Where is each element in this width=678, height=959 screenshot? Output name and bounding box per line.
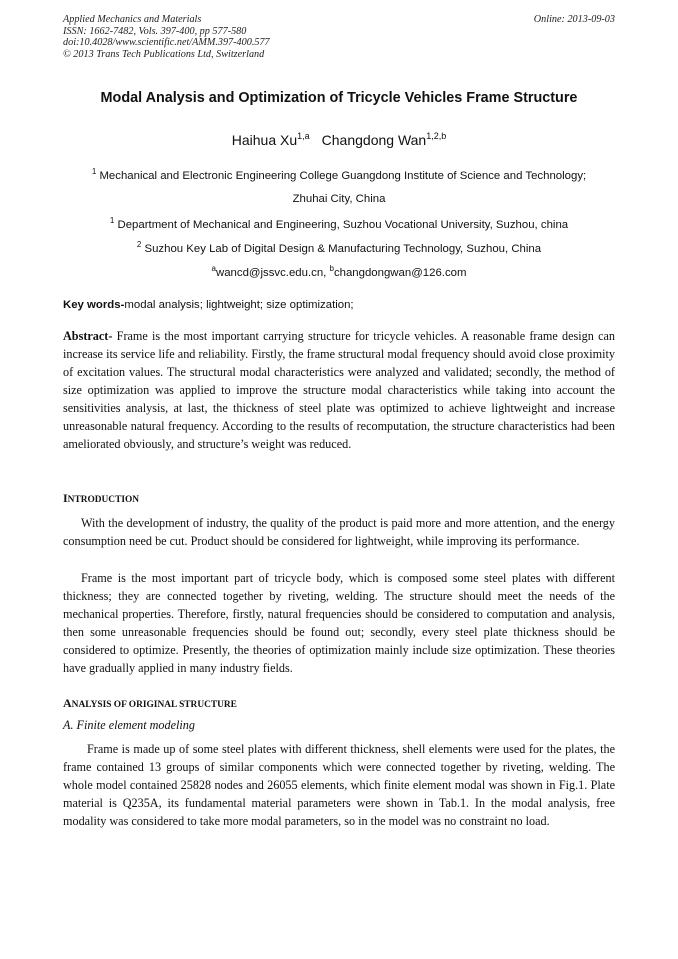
issn-line: ISSN: 1662-7482, Vols. 397-400, pp 577-580 bbox=[63, 25, 247, 37]
author-name: Changdong Wan bbox=[321, 132, 427, 148]
paper-title: Modal Analysis and Optimization of Tricycle Vehicles Frame Structure bbox=[100, 90, 578, 106]
affiliation-superscript: 1 bbox=[109, 216, 115, 225]
affiliation-text: Zhuhai City, China bbox=[292, 193, 386, 205]
affiliation bbox=[40, 240, 638, 255]
email-line bbox=[40, 264, 638, 279]
email-text: wancd@jssvc.edu.cn, bbox=[215, 267, 330, 279]
abstract-text: Frame is the most important carrying structure for tricycle vehicles. A reasonable frame design can increase its service life and reliability. Firstly, the frame structural modal frequency should avoid close proximity of excitation values. The structural modal characteristics were analyzed and validated; secondly, the method of size optimization was applied to improve the structure modal characteristics while taking into account the sensitivities analysis, at last, the thickness of steel plate was optimized to achieve lightweight and increase unreasonable natural frequency. According to the results of recomputation, the structure characteristics had been ameliorated obviously, and structure’s weight was reduced. bbox=[63, 329, 615, 451]
author-superscript: 1,a bbox=[297, 131, 310, 141]
affiliation-text: Suzhou Key Lab of Digital Design & Manufacturing Technology, Suzhou, China bbox=[144, 243, 542, 255]
affiliation bbox=[40, 193, 638, 205]
affiliation-superscript: 1 bbox=[91, 167, 97, 176]
keywords bbox=[63, 299, 615, 311]
author-superscript: 1,2,b bbox=[426, 131, 447, 141]
affiliation-text: Department of Mechanical and Engineering, Suzhou Vocational University, Suzhou, china bbox=[117, 219, 569, 231]
keywords-label: Key words- bbox=[63, 299, 125, 311]
section-heading-introduction bbox=[63, 491, 139, 506]
affiliation bbox=[40, 167, 638, 182]
doi-line: doi:10.4028/www.scientific.net/AMM.397-400.577 bbox=[63, 37, 270, 49]
journal-header bbox=[63, 14, 615, 60]
heading-initial: A bbox=[63, 696, 72, 710]
introduction-paragraph: With the development of industry, the quality of the product is paid more and more attention, and the energy consumption need be cut. Product should be considered for lightweight, while improving its performance. bbox=[63, 516, 615, 548]
abstract-label: Abstract- bbox=[63, 329, 113, 343]
author-list bbox=[40, 131, 638, 148]
affiliation bbox=[40, 216, 638, 231]
email-superscript: b bbox=[329, 264, 334, 273]
section-heading-analysis bbox=[63, 696, 237, 711]
affiliation-text: Mechanical and Electronic Engineering College Guangdong Institute of Science and Technology; bbox=[99, 170, 587, 182]
heading-initial: I bbox=[63, 491, 68, 505]
heading-rest: NTRODUCTION bbox=[67, 495, 140, 505]
analysis-paragraph: Frame is made up of some steel plates with different thickness, shell elements were used for the plates, the frame contained 13 groups of similar components which were connected together by riveting, welding. The whole model contained 25828 nodes and 26055 elements, which finite element modal was shown in Fig.1. Plate material is Q235A, its fundamental material parameters were shown in Tab.1. In the modal analysis, free modality was considered to take more modal parameters, so in the model was no constraint no load. bbox=[63, 742, 615, 828]
introduction-paragraph: Frame is the most important part of tricycle body, which is composed some steel plates with different thickness; they are connected together by riveting, welding. The structure should meet the needs of the mechanical properties. Therefore, firstly, natural frequencies should be considered to computation and analysis, then some unreasonable frequencies should be found out; secondly, every steel plate thickness should be considered to optimize. Presently, the theories of optimization mainly include size optimization. These theories have gradually applied in many industry fields. bbox=[63, 571, 615, 675]
online-date: Online: 2013-09-03 bbox=[533, 14, 615, 25]
subsection-heading: A. Finite element modeling bbox=[63, 718, 195, 732]
email-superscript: a bbox=[211, 264, 216, 273]
copyright-line: © 2013 Trans Tech Publications Ltd, Switzerland bbox=[63, 48, 265, 60]
abstract bbox=[63, 327, 615, 453]
keywords-text: modal analysis; lightweight; size optimization; bbox=[124, 299, 354, 311]
email-text: changdongwan@126.com bbox=[333, 267, 467, 279]
heading-rest: NALYSIS OF ORIGINAL STRUCTURE bbox=[71, 700, 237, 710]
journal-name: Applied Mechanics and Materials bbox=[63, 14, 202, 25]
author-name: Haihua Xu bbox=[231, 132, 298, 148]
affiliation-superscript: 2 bbox=[136, 240, 142, 249]
